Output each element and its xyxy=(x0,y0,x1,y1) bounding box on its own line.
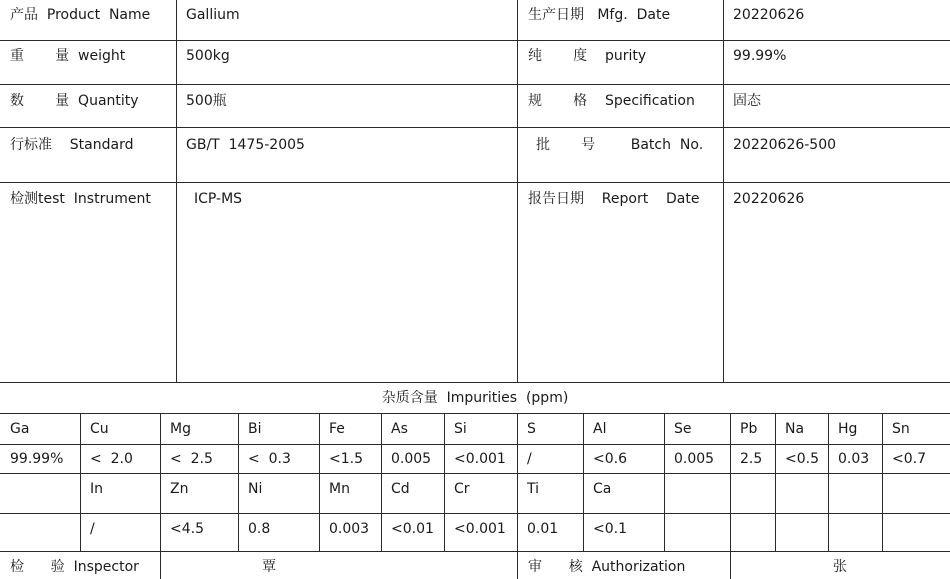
rule xyxy=(0,127,950,128)
rule xyxy=(160,413,161,579)
purity-value: 99.99% xyxy=(733,48,787,64)
rule xyxy=(238,413,239,551)
authorization-value: 张 xyxy=(833,559,847,575)
impurity-element-cell: Cr xyxy=(454,481,470,497)
impurity-element-cell: Ti xyxy=(527,481,540,497)
impurity-value-cell: / xyxy=(90,521,95,537)
impurity-value-cell: < 2.5 xyxy=(170,451,213,467)
impurity-value-cell: / xyxy=(527,451,532,467)
rule xyxy=(0,40,950,41)
batch-number-label: 批 号 Batch No. xyxy=(536,137,704,153)
impurity-element-cell: Ni xyxy=(248,481,263,497)
impurity-element-cell: Cd xyxy=(391,481,410,497)
impurity-value-cell: <0.1 xyxy=(593,521,627,537)
impurity-value-cell: 0.8 xyxy=(248,521,271,537)
rule xyxy=(0,413,950,414)
impurity-value-cell: <1.5 xyxy=(329,451,363,467)
specification-value: 固态 xyxy=(733,93,761,109)
impurities-title: 杂质含量 Impurities (ppm) xyxy=(381,390,569,406)
impurity-value-cell: 0.003 xyxy=(329,521,370,537)
impurity-element-cell: Al xyxy=(593,421,607,437)
rule xyxy=(444,413,445,551)
impurity-value-cell: <0.01 xyxy=(391,521,434,537)
impurity-value-cell: 2.5 xyxy=(740,451,763,467)
impurity-value-cell: <0.7 xyxy=(892,451,926,467)
rule xyxy=(0,473,950,474)
rule xyxy=(664,413,665,551)
mfg-date-label: 生产日期 Mfg. Date xyxy=(528,7,671,23)
rule xyxy=(0,382,950,383)
impurity-element-cell: Mg xyxy=(170,421,191,437)
purity-label: 纯 度 purity xyxy=(528,48,647,64)
rule xyxy=(80,413,81,551)
impurity-element-cell: Zn xyxy=(170,481,189,497)
standard-value: GB/T 1475-2005 xyxy=(186,137,305,153)
impurity-element-cell: Se xyxy=(674,421,692,437)
weight-label: 重 量 weight xyxy=(10,48,126,64)
rule xyxy=(775,413,776,551)
rule xyxy=(882,413,883,551)
product-name-value: Gallium xyxy=(186,7,240,23)
batch-number-value: 20220626-500 xyxy=(733,137,837,153)
impurity-element-cell: Cu xyxy=(90,421,109,437)
impurity-value-cell: <0.001 xyxy=(454,451,506,467)
impurity-value-cell: <0.6 xyxy=(593,451,627,467)
impurity-element-cell: Ca xyxy=(593,481,612,497)
rule xyxy=(0,444,950,445)
quantity-value: 500瓶 xyxy=(186,93,227,109)
impurity-value-cell: 0.005 xyxy=(674,451,715,467)
impurity-element-cell: As xyxy=(391,421,408,437)
rule xyxy=(0,551,950,552)
rule xyxy=(730,413,731,579)
rule xyxy=(0,182,950,183)
specification-label: 规 格 Specification xyxy=(528,93,695,109)
impurity-value-cell: 99.99% xyxy=(10,451,64,467)
impurity-value-cell: <4.5 xyxy=(170,521,204,537)
authorization-label: 审 核 Authorization xyxy=(528,559,686,575)
impurity-element-cell: Na xyxy=(785,421,805,437)
weight-value: 500kg xyxy=(186,48,230,64)
impurity-element-cell: Pb xyxy=(740,421,758,437)
rule xyxy=(583,413,584,551)
rule xyxy=(0,84,950,85)
inspector-label: 检 验 Inspector xyxy=(10,559,139,575)
report-date-value: 20220626 xyxy=(733,191,805,207)
impurity-value-cell: < 0.3 xyxy=(248,451,291,467)
standard-label: 行标准 Standard xyxy=(10,137,134,153)
rule xyxy=(319,413,320,551)
impurity-value-cell: 0.01 xyxy=(527,521,559,537)
inspector-value: 覃 xyxy=(262,559,276,575)
rule xyxy=(517,413,518,579)
rule xyxy=(517,0,518,382)
impurity-element-cell: Si xyxy=(454,421,467,437)
impurity-element-cell: Bi xyxy=(248,421,262,437)
rule xyxy=(176,0,177,382)
impurity-element-cell: Hg xyxy=(838,421,858,437)
mfg-date-value: 20220626 xyxy=(733,7,805,23)
report-date-label: 报告日期 Report Date xyxy=(528,191,700,207)
impurity-value-cell: 0.005 xyxy=(391,451,432,467)
impurity-value-cell: 0.03 xyxy=(838,451,870,467)
impurity-element-cell: Ga xyxy=(10,421,30,437)
rule xyxy=(0,513,950,514)
impurity-value-cell: <0.001 xyxy=(454,521,506,537)
impurity-value-cell: <0.5 xyxy=(785,451,819,467)
impurity-value-cell: < 2.0 xyxy=(90,451,133,467)
quantity-label: 数 量 Quantity xyxy=(10,93,139,109)
rule xyxy=(828,413,829,551)
impurity-element-cell: S xyxy=(527,421,536,437)
product-name-label: 产品 Product Name xyxy=(10,7,151,23)
instrument-label: 检测test Instrument xyxy=(10,191,151,207)
rule xyxy=(723,0,724,382)
impurity-element-cell: Sn xyxy=(892,421,910,437)
rule xyxy=(381,413,382,551)
impurity-element-cell: Fe xyxy=(329,421,345,437)
impurity-element-cell: Mn xyxy=(329,481,350,497)
impurity-element-cell: In xyxy=(90,481,104,497)
instrument-value: ICP-MS xyxy=(194,191,243,207)
